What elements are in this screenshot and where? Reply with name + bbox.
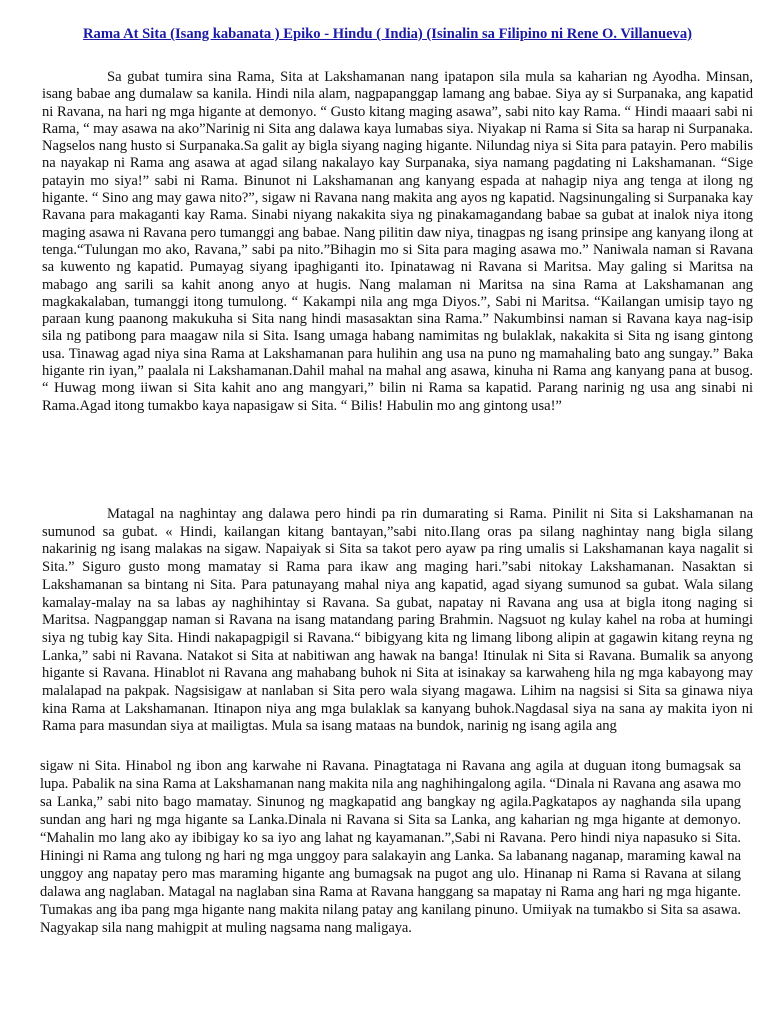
paragraph-1: Sa gubat tumira sina Rama, Sita at Lakshamanan nang ipatapon sila mula sa kaharian ng Ayodha. Minsan, isang babae ang dumalaw sa kanila. Hindi nila alam, nagpapanggap lamang ang babae. Siya ay si Surpanaka, ang kapatid ni Ravana, na hari ng mga higante at demonyo. “ Gusto kitang maging asawa”, sabi nito kay Rama. “ Hindi maaari sabi ni Rama, “ may asawa na ako”Narinig ni Sita ang dalawa kaya lumabas siya. Niyakap ni Rama si Sita sa harap ni Surpanaka. Nagselos nang husto si Surpanaka.Sa galit ay bigla siyang naging higante. Nilundag niya si Sita para patayin. Pero mabilis na nayakap ni Rama ang asawa at agad silang nakalayo kay Surpanaka, siya namang pagdating ni Lakshamanan. “Sige patayin mo siya!” sabi ni Rama. Binunot ni Lakshamanan ang kanyang espada at nahagip niya ang tenga at ilong ng higante. “ Sino ang may gawa nito?”, sigaw ni Ravana nang makita ang ayos ng kapatid. Nagsinungaling si Surpanaka kay Ravana para makaganti kay Rama. Sinabi niyang nakakita siya ng pinakamagandang babae sa gubat at inalok niya itong maging asawa ni Ravana pero tumanggi ang babae. Nang pilitin daw niya, tinagpas ng isang prinsipe ang kanyang ilong at tenga.“Tulungan mo ako, Ravana,” sabi pa nito.”Bihagin mo si Sita para maging asawa mo.” Naniwala naman si Ravana sa kuwento ng kapatid. Pumayag siyang ipaghiganti ito. Ipinatawag ni Ravana si Maritsa. May galing si Maritsa na mabago ang sarili sa kahit anong anyo at hugis. Nang malaman ni Maritsa na sina Rama at Lakshamanan ang magkakalaban, tumanggi itong tumulong. “ Kakampi nila ang mga Diyos.”, Sabi ni Maritsa. “Kailangan umisip tayo ng paraan kung paanong makukuha si Sita nang hindi masasaktan sina Rama.” Nakumbinsi naman si Ravana kaya nag-isip sila ng patibong para maagaw nila si Sita. Isang umaga habang namimitas ng bulaklak, nakakita si Sita ng isang gintong usa. Tinawag agad niya sina Rama at Lakshamanan para hulihin ang usa na puno ng mamahaling bato ang sungay.” Baka higante rin iyan,” paalala ni Lakshamanan.Dahil mahal na mahal ang asawa, kinuha ni Rama ang kanyang pana at busog. “ Huwag mong iiwan si Sita kahit ano ang mangyari,” bilin ni Rama sa kapatid. Parang narinig ng usa ang sinabi ni Rama.Agad itong tumakbo kaya napasigaw si Sita. “ Bilis! Habulin mo ang gintong usa!”	[42, 69, 753, 414]
paragraph-2: Matagal na naghintay ang dalawa pero hindi pa rin dumarating si Rama. Pinilit ni Sita si Lakshamanan na sumunod sa gubat. « Hindi, kailangan kitang bantayan,”sabi nito.Ilang oras pa silang naghintay nang bigla silang nakarinig ng isang malakas na sigaw. Napaiyak si Sita sa takot pero ayaw pa ring umalis si Lakshamanan kaya nagalit si Sita.” Siguro gusto mong mamatay si Rama para ikaw ang maging hari.”sabi nitokay Lakshamanan. Nasaktan si Lakshamanan sa bintang ni Sita. Para patunayang mahal niya ang kapatid, agad siyang sumunod sa gubat. Wala silang kamalay-malay na sa labas ay naghihintay si Ravana. Sa gubat, napatay ni Ravana ang usa at bigla itong naging si Maritsa. Nagpanggap naman si Ravana na isang matandang paring Brahmin. Nagsuot ng kulay kahel na roba at humingi siya ng tubig kay Sita. Hindi nakapagpigil si Ravana.“ bibigyang kita ng limang libong alipin at gagawin kitang reyna ng Lanka,” sabi ni Ravana. Natakot si Sita at nabitiwan ang hawak na banga! Itinulak ni Sita si Ravana. Bumalik sa anyong higante si Ravana. Hinablot ni Ravana ang mahabang buhok ni Sita at isinakay sa karwaheng hila ng mga kabayong may malalapad na pakpak. Nagsisigaw at nanlaban si Sita pero wala siyang magawa. Lihim na nagsisi si Sita sa ginawa niya kina Rama at Lakshamanan. Itinapon niya ang mga bulaklak sa kanyang buhok.Nagdasal siya na sana ay makita iyon ni Rama para masundan siya at mailigtas. Mula sa isang mataas na bundok, narinig ng isang agila ang	[42, 506, 753, 735]
document-title: Rama At Sita (Isang kabanata ) Epiko - Hindu ( India) (Isinalin sa Filipino ni Rene O. Villanueva)	[82, 26, 693, 42]
paragraph-3: sigaw ni Sita. Hinabol ng ibon ang karwahe ni Ravana. Pinagtataga ni Ravana ang agila at duguan itong bumagsak sa lupa. Pabalik na sina Rama at Lakshamanan nang makita nila ang naghihingalong agila. “Dinala ni Ravana ang asawa mo sa Lanka,” sabi nito bago mamatay. Sinunog ng magkapatid ang bangkay ng agila.Pagkatapos ay naghanda sila upang sundan ang hari ng mga higante sa Lanka.Dinala ni Ravana si Sita sa Lanka, ang kaharian ng mga higante at demonyo. “Mahalin mo lang ako ay ibibigay ko sa iyo ang lahat ng kayamanan.”,Sabi ni Ravana. Pero hindi niya napasuko si Sita. Hiningi ni Rama ang tulong ng hari ng mga unggoy para salakayin ang Lanka. Sa labanang naganap, maraming kawal na unggoy ang napatay pero mas maraming higante ang bumagsak na pugot ang ulo. Hinanap ni Rama si Ravana at silang dalawa ang naglaban. Matagal na naglaban sina Rama at Ravana hanggang sa mapatay ni Rama ang hari ng mga higante. Tumakas ang iba pang mga higante nang makita nilang patay ang kanilang pinuno. Umiiyak na tumakbo si Sita sa asawa. Nagyakap sila nang mahigpit at muling nagsama nang maligaya.	[40, 758, 741, 937]
